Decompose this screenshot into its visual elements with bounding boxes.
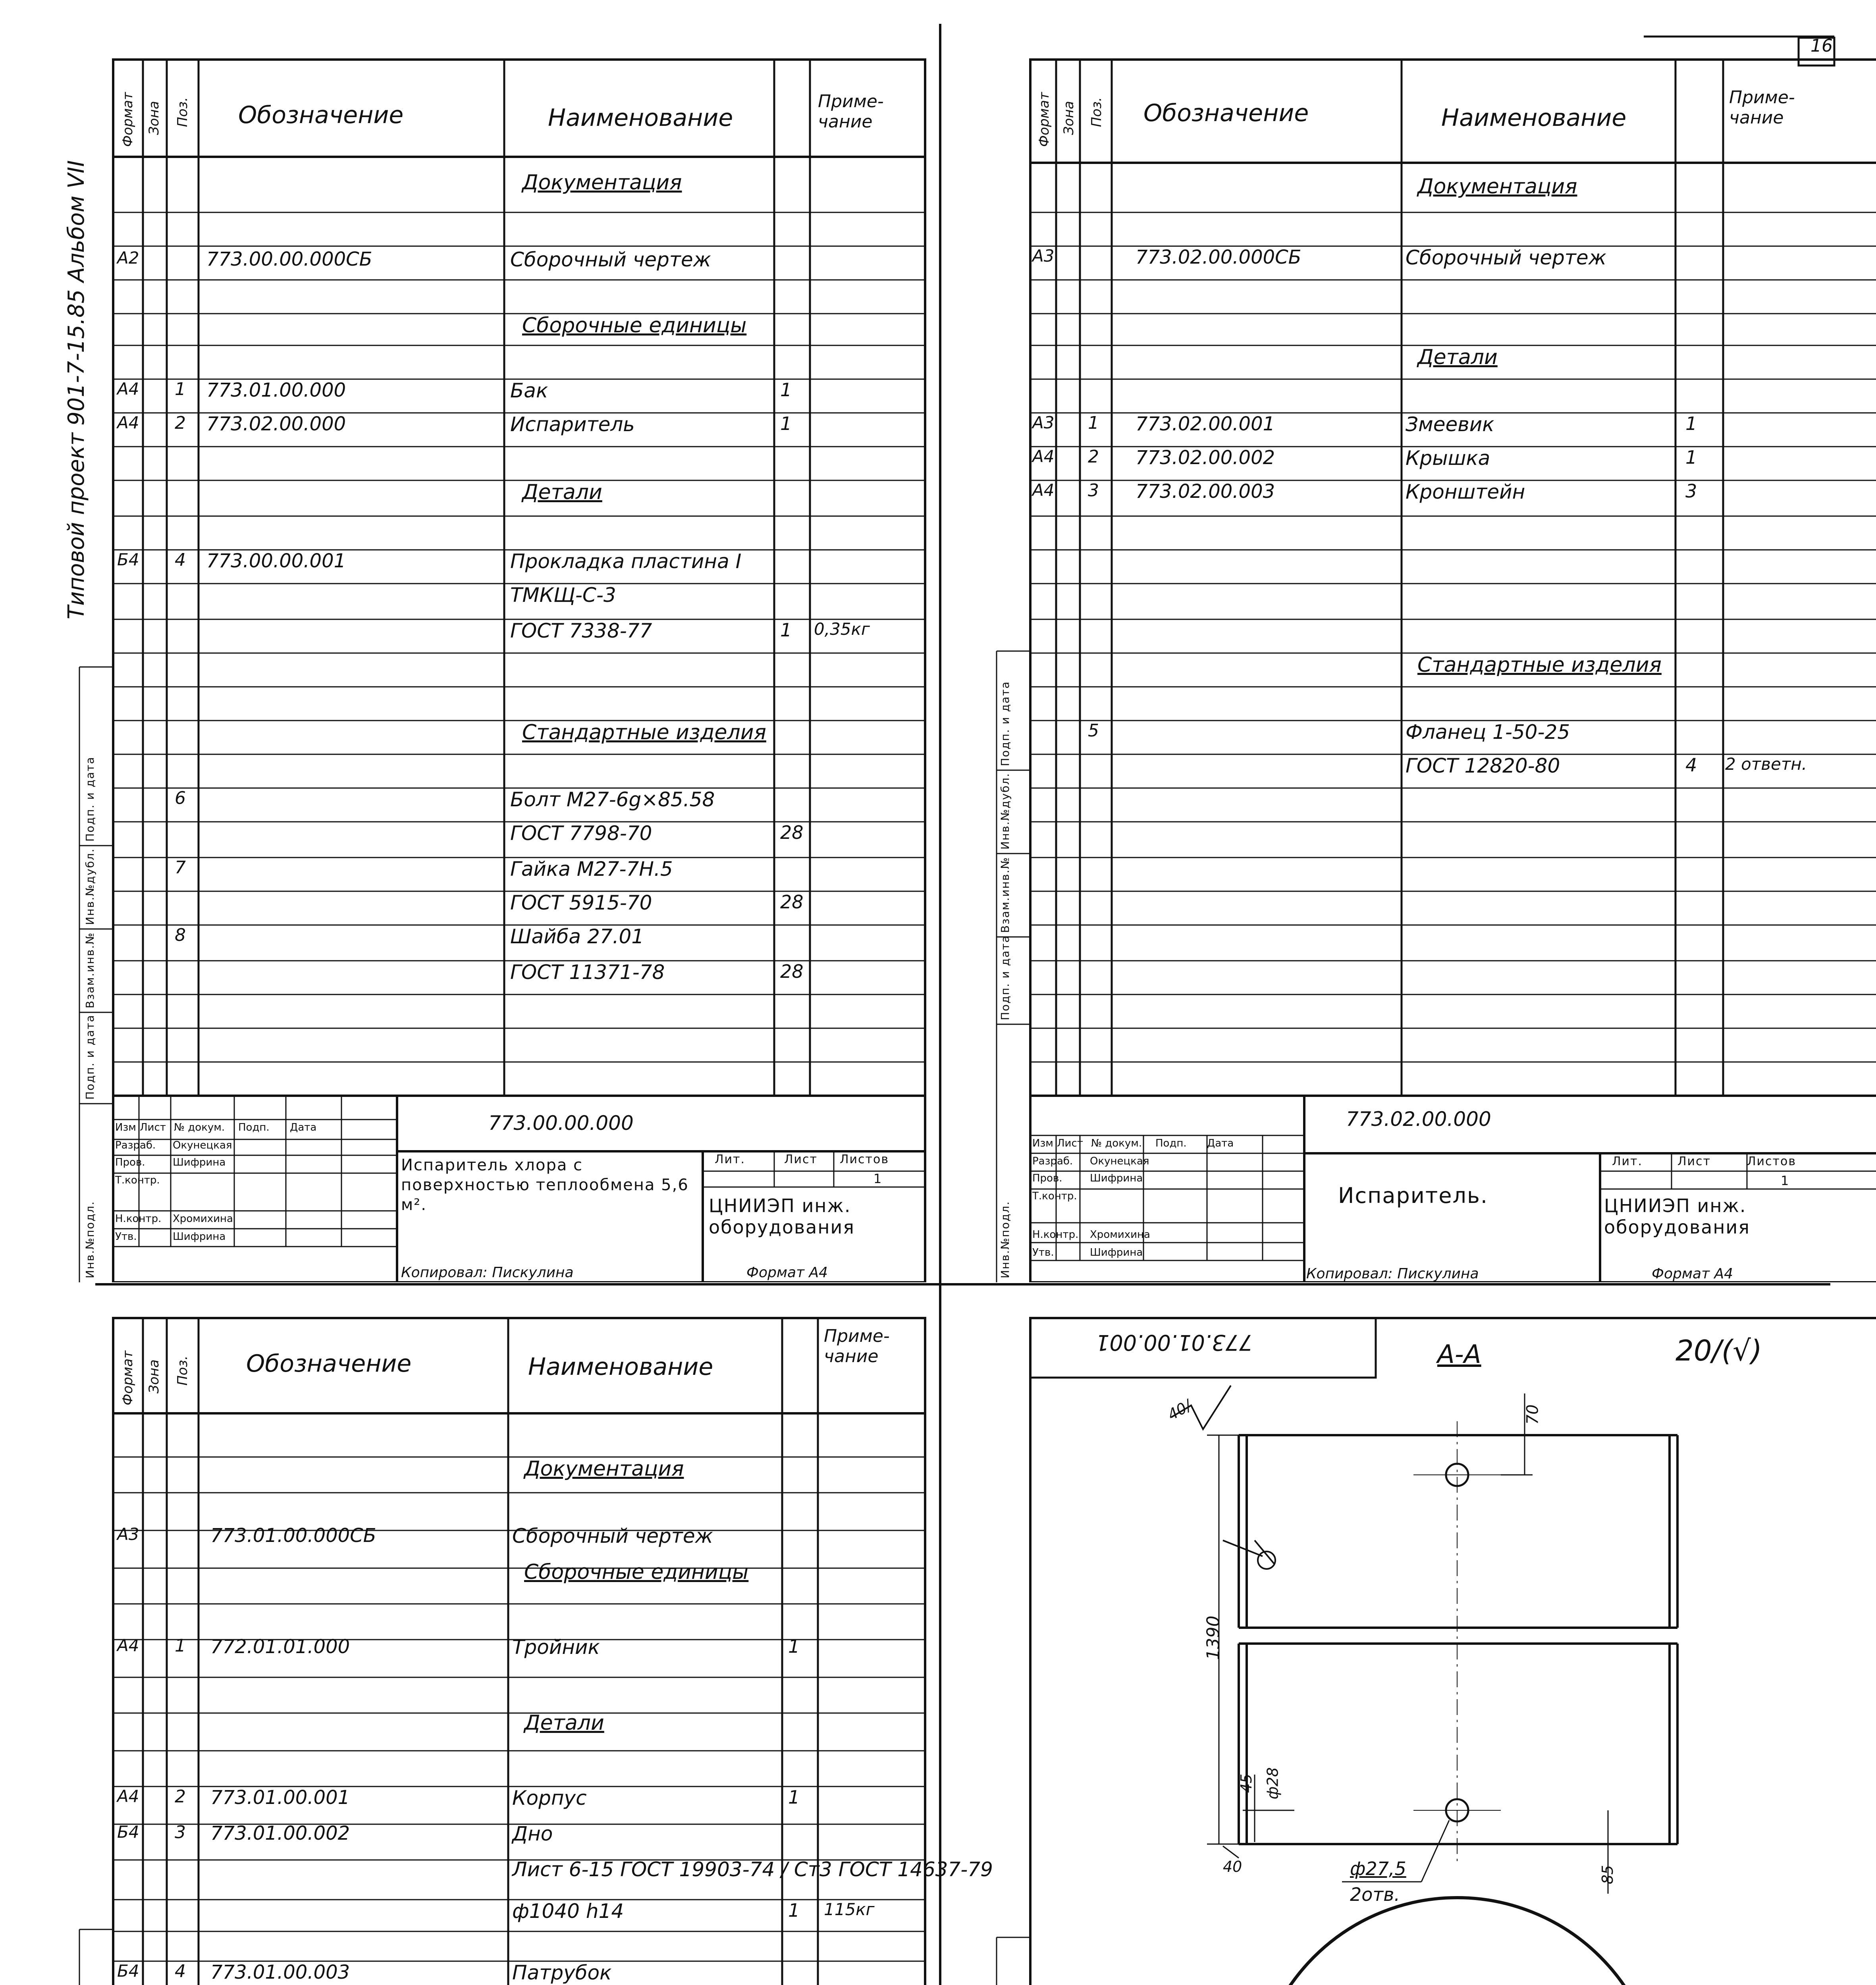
sheet1-row-11-qty: 28	[780, 822, 804, 843]
sheet2-header-designation: Обозначение	[1143, 99, 1309, 127]
sheet3-row-8-qty: 1	[788, 1900, 800, 1921]
sheet1-row-15-name: ГОСТ 11371-78	[510, 961, 665, 984]
sheet1-tb-person-4: Шифрина	[173, 1231, 226, 1243]
sheet4-dim-70: 70	[1523, 1404, 1542, 1425]
sheet3-row-5-pos: 2	[175, 1786, 186, 1807]
sheet3-header-format: Формат	[120, 1351, 136, 1405]
sheet1-listov-label: Листов	[840, 1152, 889, 1166]
sheet2-header-note: Приме-чание	[1729, 87, 1795, 128]
sheet2-row-5-designation: 773.02.00.003	[1136, 480, 1275, 503]
sheet2-row-4-designation: 773.02.00.002	[1136, 447, 1275, 469]
sheet4-dim-40: 40	[1223, 1858, 1242, 1875]
sheet3-row-5-designation: 773.01.00.001	[210, 1786, 350, 1809]
sheet2-list-label: Лист	[1677, 1154, 1711, 1168]
sheet2-listov-label: Листов	[1747, 1154, 1797, 1168]
sheet3-row-3-format: А4	[117, 1636, 139, 1655]
sheet1-row-3-name: Бак	[510, 379, 548, 402]
sheet1-row-3-designation: 773.01.00.000	[206, 379, 346, 401]
sheet1-row-6-designation: 773.00.00.001	[206, 550, 346, 572]
sheet4-rotated-code: 773.01.00.001	[1096, 1330, 1253, 1355]
sheet2-lit-label: Лит.	[1612, 1154, 1643, 1168]
sheet1-row-4-name: Испаритель	[510, 413, 635, 436]
sheet1-row-5-name: Детали	[522, 480, 602, 504]
sheet3-row-3-name: Тройник	[512, 1636, 600, 1659]
sheet2-tb-head-0: Изм	[1032, 1137, 1053, 1149]
sheet3-header-note: Приме-чание	[824, 1326, 890, 1366]
sheet1-row-12-name: Гайка М27-7Н.5	[510, 858, 673, 881]
sheet2-title: Испаритель.	[1338, 1183, 1488, 1208]
sheet2-row-3-pos: 1	[1088, 413, 1099, 433]
sheet1-row-11-name: ГОСТ 7798-70	[510, 822, 652, 845]
margin-stamp-0-4: Подп. и дата	[83, 756, 96, 842]
sheet1-row-15-qty: 28	[780, 961, 804, 982]
margin-stamp-1-3: Инв.№дубл.	[999, 773, 1012, 850]
sheet2-row-1-designation: 773.02.00.000СБ	[1136, 246, 1301, 268]
sheet2-row-7-pos: 5	[1088, 721, 1099, 741]
sheet3-row-2-name: Сборочные единицы	[524, 1560, 749, 1584]
sheet1-row-10-name: Болт М27-6g×85.58	[510, 788, 715, 811]
margin-stamp-1-2: Взам.инв.№	[999, 856, 1012, 933]
sheet2-tb-role-2: Т.контр.	[1032, 1190, 1077, 1202]
sheet3-header-zone: Зона	[146, 1359, 162, 1393]
sheet1-row-13-name: ГОСТ 5915-70	[510, 891, 652, 914]
sheet1-row-13-qty: 28	[780, 891, 804, 913]
sheet1-row-8-note: 0,35кг	[814, 619, 870, 639]
sheet3-row-3-designation: 772.01.01.000	[210, 1636, 350, 1658]
sheet1-row-4-designation: 773.02.00.000	[206, 413, 346, 435]
sheet1-row-10-pos: 6	[175, 788, 186, 808]
sheet1-row-14-pos: 8	[175, 925, 186, 945]
sheet2-spec	[945, 0, 1876, 1282]
sheet2-header-zone: Зона	[1061, 101, 1077, 135]
sheet1-row-6-pos: 4	[175, 550, 186, 570]
sheet1-row-14-name: Шайба 27.01	[510, 925, 644, 948]
sheet2-tb-head-2: № докум.	[1091, 1137, 1142, 1149]
sheet2-tb-head-4: Дата	[1207, 1137, 1234, 1149]
sheet3-row-6-designation: 773.01.00.002	[210, 1822, 350, 1844]
margin-stamp-1-0: Инв.№подл.	[999, 1201, 1012, 1278]
sheet1-tb-head-3: Подп.	[238, 1122, 270, 1133]
sheet4-roughness-local: 40/	[1165, 1396, 1195, 1424]
sheet3-row-9-format: Б4	[117, 1961, 139, 1981]
sheet3-row-6-name: Дно	[512, 1822, 553, 1845]
sheet3-row-1-name: Сборочный чертеж	[512, 1524, 713, 1548]
sheet1-row-7-name: ТМКЩ-С-3	[510, 584, 616, 607]
sheet3-row-5-qty: 1	[788, 1786, 800, 1808]
sheet4-drawing	[945, 1286, 1876, 1985]
sheet1-sheet-count: 1	[873, 1171, 883, 1186]
sheet4-dim-45: 45	[1238, 1773, 1255, 1793]
margin-stamp-1-4: Подп. и дата	[999, 681, 1012, 766]
sheet3-header-designation: Обозначение	[246, 1350, 412, 1378]
sheet1-header-zone: Зона	[146, 101, 162, 135]
sheet1-row-8-qty: 1	[780, 619, 792, 641]
sheet2-tb-person-1: Шифрина	[1090, 1172, 1143, 1184]
sheet2-tb-person-4: Шифрина	[1090, 1247, 1143, 1258]
sheet2-row-8-name: ГОСТ 12820-80	[1406, 754, 1560, 777]
sheet2-row-4-format: А4	[1032, 447, 1055, 466]
sheet3-row-4-name: Детали	[524, 1711, 604, 1735]
sheet1-title: Испаритель хлора с поверхностью теплообмена 5,6 м².	[401, 1156, 689, 1214]
sheet2-row-1-name: Сборочный чертеж	[1406, 246, 1606, 269]
sheet4-dim-28: ф28	[1264, 1767, 1282, 1800]
sheet1-tb-head-2: № докум.	[174, 1122, 225, 1133]
sheet1-tb-person-3: Хромихина	[173, 1213, 233, 1225]
sheet2-format: Формат А4	[1652, 1266, 1733, 1282]
sheet1-row-9-name: Стандартные изделия	[522, 721, 766, 744]
sheet3-row-6-pos: 3	[175, 1822, 186, 1842]
sheet4-dim-1390: 1390	[1203, 1615, 1224, 1660]
sheet1-tb-person-1: Шифрина	[173, 1156, 226, 1168]
sheet2-tb-person-0: Окунецкая	[1090, 1155, 1149, 1167]
sheet1-list-label: Лист	[784, 1152, 818, 1166]
sheet1-row-1-format: А2	[117, 248, 139, 268]
sheet2-tb-role-0: Разраб.	[1032, 1155, 1073, 1167]
sheet2-row-4-qty: 1	[1685, 447, 1697, 468]
sheet2-row-3-designation: 773.02.00.001	[1136, 413, 1275, 435]
sheet1-row-3-format: А4	[117, 379, 139, 399]
sheet4-holes-count: 2отв.	[1350, 1884, 1400, 1905]
sheet3-row-3-qty: 1	[788, 1636, 800, 1657]
sheet2-row-5-format: А4	[1032, 480, 1055, 500]
sheet1-row-2-name: Сборочные единицы	[522, 314, 747, 337]
sheet3-row-9-name: Патрубок	[512, 1961, 612, 1984]
sheet3-row-5-name: Корпус	[512, 1786, 587, 1810]
sheet1-row-12-pos: 7	[175, 858, 186, 878]
sheet1-row-1-name: Сборочный чертеж	[510, 248, 711, 271]
sheet2-code: 773.02.00.000	[1346, 1108, 1491, 1131]
sheet3-row-8-name: ф1040 h14	[512, 1900, 624, 1923]
sheet2-header-format: Формат	[1036, 92, 1052, 147]
sheet1-tb-role-3: Н.контр.	[115, 1213, 162, 1225]
sheet4-section-label: А-А	[1437, 1340, 1481, 1369]
sheet3-row-9-designation: 773.01.00.003	[210, 1961, 350, 1983]
sheet2-row-3-name: Змеевик	[1406, 413, 1494, 436]
sheet2-row-3-qty: 1	[1685, 413, 1697, 434]
margin-stamp-0-0: Инв.№подл.	[83, 1201, 96, 1278]
sheet1-grid	[0, 0, 937, 1282]
margin-stamp-0-1: Подп. и дата	[83, 1014, 96, 1100]
sheet3-header-pos: Поз.	[175, 1355, 191, 1386]
sheet4-roughness: 20/(√)	[1675, 1334, 1762, 1367]
sheet2-row-3-format: А3	[1032, 413, 1055, 432]
sheet2-row-7-name: Фланец 1-50-25	[1406, 721, 1570, 744]
sheet1-tb-role-2: Т.контр.	[115, 1174, 160, 1186]
sheet1-format: Формат А4	[746, 1264, 828, 1281]
sheet1-header-designation: Обозначение	[238, 101, 404, 129]
sheet2-header-name: Наименование	[1441, 104, 1627, 132]
sheet2-row-1-format: А3	[1032, 246, 1055, 266]
sheet2-row-8-qty: 4	[1685, 754, 1697, 776]
sheet2-tb-role-4: Утв.	[1032, 1247, 1054, 1258]
margin-stamp-1-1: Подп. и дата	[999, 935, 1012, 1020]
sheet1-tb-role-1: Пров.	[115, 1156, 145, 1168]
sheet3-row-1-designation: 773.01.00.000СБ	[210, 1524, 376, 1547]
sheet2-copied-by: Копировал: Пискулина	[1306, 1266, 1479, 1282]
sheet1-tb-role-4: Утв.	[115, 1231, 137, 1243]
sheet3-row-5-format: А4	[117, 1786, 139, 1806]
sheet2-row-4-pos: 2	[1088, 447, 1099, 467]
sheet2-row-5-name: Кронштейн	[1406, 480, 1525, 503]
sheet1-row-4-pos: 2	[175, 413, 186, 433]
sheet2-tb-role-1: Пров.	[1032, 1172, 1062, 1184]
sheet1-spec	[0, 0, 937, 1282]
sheet1-header-name: Наименование	[548, 104, 733, 132]
sheet1-row-0-name: Документация	[522, 171, 682, 195]
sheet3-row-8-note: 115кг	[824, 1900, 875, 1919]
sheet4-hole-dim: ф27,5	[1350, 1858, 1406, 1879]
sheet3-row-9-pos: 4	[175, 1961, 186, 1981]
sheet1-row-4-qty: 1	[780, 413, 792, 434]
sheet2-row-8-note: 2 ответн.	[1725, 754, 1807, 774]
sheet2-tb-person-3: Хромихина	[1090, 1229, 1150, 1241]
sheet2-tb-head-3: Подп.	[1155, 1137, 1187, 1149]
sheet1-org: ЦНИИЭП инж. оборудования	[709, 1195, 855, 1238]
sheet1-row-1-designation: 773.00.00.000СБ	[206, 248, 372, 270]
sheet2-row-0-name: Документация	[1417, 175, 1577, 198]
sheet1-lit-label: Лит.	[715, 1152, 746, 1166]
margin-stamp-0-3: Инв.№дубл.	[83, 848, 96, 925]
sheet1-row-4-format: А4	[117, 413, 139, 432]
sheet2-row-5-pos: 3	[1088, 480, 1099, 501]
sheet1-tb-head-1: Лист	[140, 1122, 166, 1133]
sheet1-row-6-name: Прокладка пластина I	[510, 550, 742, 573]
sheet1-tb-head-0: Изм	[115, 1122, 136, 1133]
sheet2-header-pos: Поз.	[1089, 97, 1105, 127]
sheet4-dim-85: 85	[1599, 1865, 1617, 1885]
sheet2-row-2-name: Детали	[1417, 345, 1498, 369]
sheet1-tb-head-4: Дата	[290, 1122, 317, 1133]
sheet1-copied-by: Копировал: Пискулина	[401, 1264, 574, 1281]
sheet1-row-8-name: ГОСТ 7338-77	[510, 619, 652, 642]
sheet3-row-1-format: А3	[117, 1524, 139, 1544]
sheet1-header-note: Приме-чание	[818, 91, 884, 132]
sheet3-row-0-name: Документация	[524, 1457, 684, 1481]
sheet2-tb-role-3: Н.контр.	[1032, 1229, 1079, 1241]
sheet1-header-pos: Поз.	[175, 97, 191, 127]
margin-stamp-0-2: Взам.инв.№	[83, 932, 96, 1008]
sheet3-row-7-name: Лист 6-15 ГОСТ 19903-74 / Ст3 ГОСТ 14637-79	[512, 1858, 993, 1881]
sheet1-row-3-pos: 1	[175, 379, 186, 399]
sheet1-code: 773.00.00.000	[488, 1112, 634, 1135]
page-number: 16	[1810, 36, 1833, 56]
sheet3-row-3-pos: 1	[175, 1636, 186, 1656]
sheet2-org: ЦНИИЭП инж. оборудования	[1604, 1195, 1750, 1238]
sheet1-header-format: Формат	[120, 92, 136, 147]
sheet3-row-6-format: Б4	[117, 1822, 139, 1842]
sheet2-row-4-name: Крышка	[1406, 447, 1490, 470]
sheet1-row-3-qty: 1	[780, 379, 792, 401]
sheet1-tb-role-0: Разраб.	[115, 1139, 156, 1151]
sheet4-geometry	[945, 1286, 1876, 1985]
margin-project-title: Типовой проект 901-7-15.85 Альбом VII	[64, 160, 89, 619]
sheet3-header-name: Наименование	[528, 1353, 713, 1381]
sheet2-tb-head-1: Лист	[1057, 1137, 1083, 1149]
sheet1-tb-person-0: Окунецкая	[173, 1139, 232, 1151]
sheet2-row-5-qty: 3	[1685, 480, 1697, 502]
sheet2-row-6-name: Стандартные изделия	[1417, 653, 1662, 677]
sheet2-grid	[945, 0, 1876, 1282]
sheet2-sheet-count: 1	[1781, 1173, 1790, 1188]
sheet1-row-6-format: Б4	[117, 550, 139, 569]
